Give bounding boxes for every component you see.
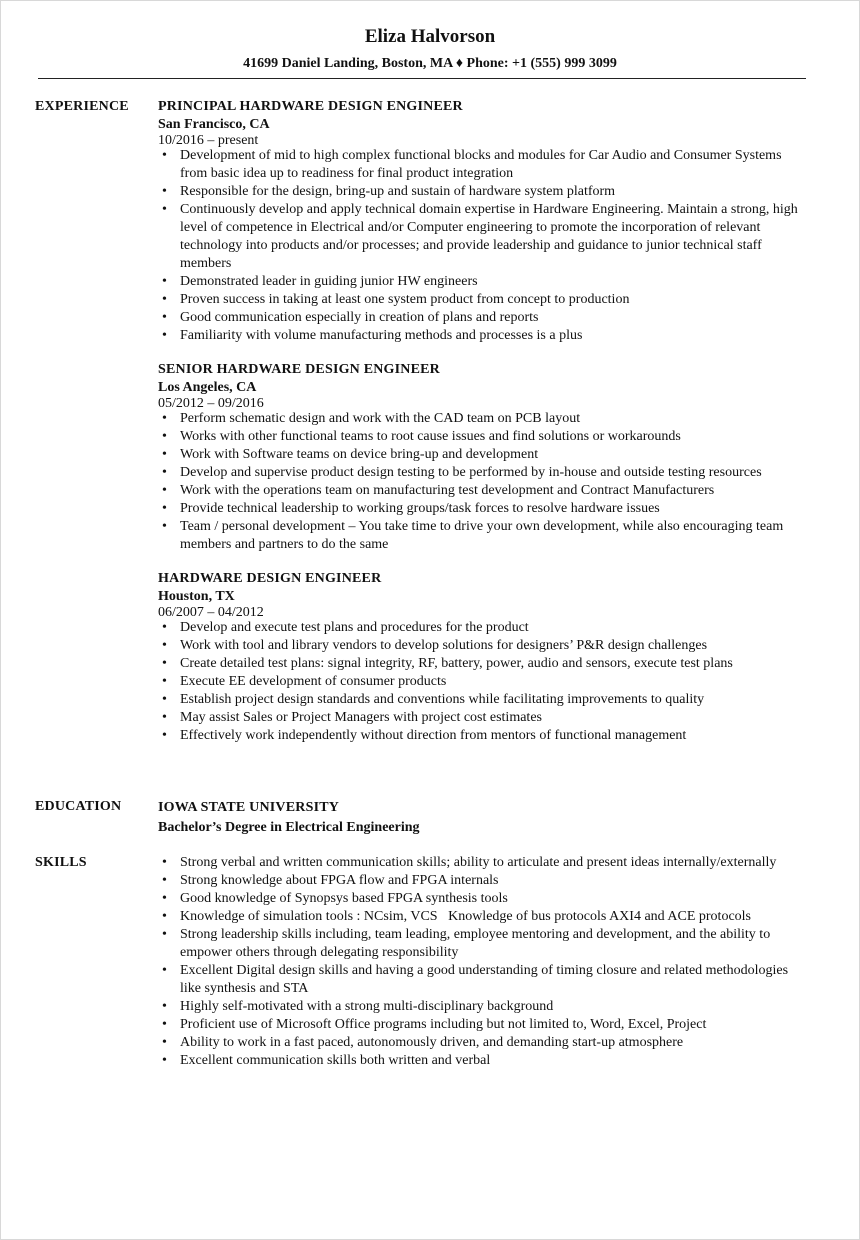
- list-item: • Proven success in taking at least one system product from concept to production: [158, 291, 810, 309]
- candidate-name: Eliza Halvorson: [364, 26, 496, 47]
- list-item: • Good communication especially in creation of plans and reports: [158, 309, 810, 327]
- contact-line: 41699 Daniel Landing, Boston, MA ♦ Phone: +1 (555) 999 3099: [243, 56, 617, 71]
- list-item: • Create detailed test plans: signal integrity, RF, battery, power, audio and sensors, execute test plans: [158, 655, 810, 673]
- list-item: • Responsible for the design, bring-up and sustain of hardware system platform: [158, 183, 810, 201]
- list-item: • Strong verbal and written communication skills; ability to articulate and present ideas internally/externally: [158, 854, 810, 872]
- list-item: • Team / personal development – You take time to drive your own development, while also encouraging team members and partners to do the same: [158, 518, 810, 554]
- job-entry: [158, 98, 810, 345]
- list-item: • Establish project design standards and conventions while facilitating improvements to quality: [158, 691, 810, 709]
- list-item: • Proficient use of Microsoft Office programs including but not limited to, Word, Excel, Project: [158, 1016, 810, 1034]
- job-bullets: [158, 410, 810, 554]
- job-title: PRINCIPAL HARDWARE DESIGN ENGINEER: [158, 99, 463, 114]
- list-item: • Continuously develop and apply technical domain expertise in Hardware Engineering. Maintain a strong, high level of competence in Electrical and/or Computer engineering to promote the incorporation of relevant technology into products and/or processes; and provide leadership and guidance to junior technical staff members: [158, 201, 810, 273]
- list-item: • Work with tool and library vendors to develop solutions for designers’ P&R design challenges: [158, 637, 810, 655]
- list-item: • Works with other functional teams to root cause issues and find solutions or workarounds: [158, 428, 810, 446]
- list-item: • Work with the operations team on manufacturing test development and Contract Manufacturers: [158, 482, 810, 500]
- list-item: • Effectively work independently without direction from mentors of functional management: [158, 727, 810, 745]
- skills-list: [158, 854, 810, 1070]
- section-label-education: EDUCATION: [35, 799, 122, 814]
- list-item: • Develop and execute test plans and procedures for the product: [158, 619, 810, 637]
- job-title: SENIOR HARDWARE DESIGN ENGINEER: [158, 362, 440, 377]
- job-dates: 10/2016 – present: [158, 133, 259, 148]
- job-entry: [158, 570, 810, 745]
- degree: Bachelor’s Degree in Electrical Engineering: [158, 820, 420, 835]
- list-item: • Perform schematic design and work with the CAD team on PCB layout: [158, 410, 810, 428]
- list-item: • Provide technical leadership to working groups/task forces to resolve hardware issues: [158, 500, 810, 518]
- job-entry: [158, 361, 810, 554]
- job-dates: 05/2012 – 09/2016: [158, 396, 264, 411]
- job-dates: 06/2007 – 04/2012: [158, 605, 264, 620]
- job-location: Los Angeles, CA: [158, 380, 257, 395]
- list-item: • Development of mid to high complex functional blocks and modules for Car Audio and Consumer Systems from basic idea up to readiness for final product integration: [158, 147, 810, 183]
- job-location: San Francisco, CA: [158, 117, 270, 132]
- section-label-experience: EXPERIENCE: [35, 99, 129, 114]
- list-item: • Ability to work in a fast paced, autonomously driven, and demanding start-up atmosphere: [158, 1034, 810, 1052]
- list-item: • Strong leadership skills including, team leading, employee mentoring and development, and the ability to empower others through delegating responsibility: [158, 926, 810, 962]
- job-location: Houston, TX: [158, 589, 235, 604]
- list-item: • Work with Software teams on device bring-up and development: [158, 446, 810, 464]
- list-item: • Familiarity with volume manufacturing methods and processes is a plus: [158, 327, 810, 345]
- list-item: • Demonstrated leader in guiding junior HW engineers: [158, 273, 810, 291]
- list-item: • Excellent communication skills both written and verbal: [158, 1052, 810, 1070]
- school-name: IOWA STATE UNIVERSITY: [158, 800, 340, 815]
- list-item: • Good knowledge of Synopsys based FPGA synthesis tools: [158, 890, 810, 908]
- list-item: • Strong knowledge about FPGA flow and FPGA internals: [158, 872, 810, 890]
- list-item: • May assist Sales or Project Managers with project cost estimates: [158, 709, 810, 727]
- resume-header: [0, 24, 860, 73]
- job-bullets: [158, 147, 810, 345]
- job-bullets: [158, 619, 810, 745]
- job-title: HARDWARE DESIGN ENGINEER: [158, 571, 382, 586]
- list-item: • Execute EE development of consumer products: [158, 673, 810, 691]
- section-label-skills: SKILLS: [35, 855, 87, 870]
- header-divider: [38, 78, 806, 79]
- list-item: • Develop and supervise product design testing to be performed by in-house and outside testing resources: [158, 464, 810, 482]
- list-item: • Excellent Digital design skills and having a good understanding of timing closure and related methodologies like synthesis and STA: [158, 962, 810, 998]
- list-item: • Highly self-motivated with a strong multi-disciplinary background: [158, 998, 810, 1016]
- list-item: • Knowledge of simulation tools : NCsim, VCS Knowledge of bus protocols AXI4 and ACE protocols: [158, 908, 810, 926]
